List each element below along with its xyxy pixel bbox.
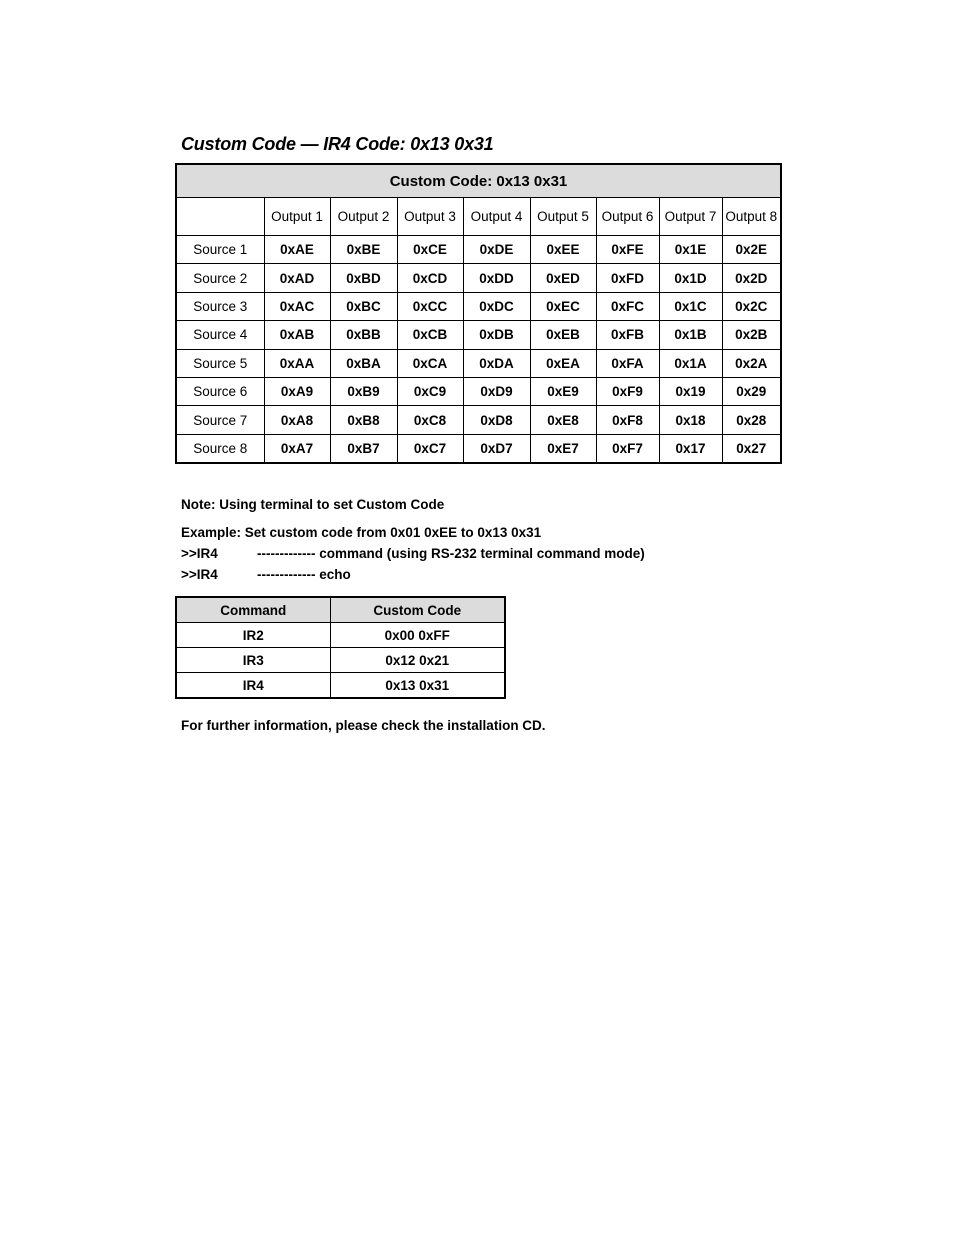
code-cell: 0xDE [463, 236, 530, 264]
code-cell: 0xFE [596, 236, 659, 264]
code-cell: 0xDA [463, 349, 530, 377]
code-cell: 0xC7 [397, 434, 463, 463]
corner-cell [176, 198, 264, 236]
code-cell: 0xD8 [463, 406, 530, 434]
code-cell: 0xA8 [264, 406, 330, 434]
code-cell: 0xEE [530, 236, 596, 264]
source-label: Source 6 [176, 377, 264, 405]
code-cell: 0xBE [330, 236, 397, 264]
code-cell: 0xEA [530, 349, 596, 377]
code-cell: 0xDB [463, 321, 530, 349]
table-row [176, 673, 505, 699]
code-cell: 0xE8 [530, 406, 596, 434]
code-cell: 0xAE [264, 236, 330, 264]
table-row [176, 648, 505, 673]
code-cell: 0x2D [722, 264, 781, 292]
code-cell: 0xB9 [330, 377, 397, 405]
code-cell: 0xBA [330, 349, 397, 377]
code-cell: 0x2C [722, 292, 781, 320]
code-cell: 0x29 [722, 377, 781, 405]
column-header-output-4: Output 4 [463, 198, 530, 236]
command-prompt: >>IR4 [181, 567, 218, 582]
code-cell: 0xBD [330, 264, 397, 292]
code-cell: 0xEB [530, 321, 596, 349]
code-cell: 0xF8 [596, 406, 659, 434]
column-header-output-7: Output 7 [659, 198, 722, 236]
custom-code-cell: 0x00 0xFF [330, 623, 505, 648]
command-prompt: >>IR4 [181, 546, 218, 561]
code-cell: 0xFB [596, 321, 659, 349]
code-cell: 0xEC [530, 292, 596, 320]
column-header-output-8: Output 8 [722, 198, 781, 236]
code-cell: 0x1D [659, 264, 722, 292]
code-cell: 0xCB [397, 321, 463, 349]
code-cell: 0xC8 [397, 406, 463, 434]
example-text: Example: Set custom code from 0x01 0xEE to 0x13 0x31 [181, 525, 542, 540]
code-cell: 0x2A [722, 349, 781, 377]
table-row [176, 321, 781, 349]
code-cell: 0xBC [330, 292, 397, 320]
code-cell: 0xDC [463, 292, 530, 320]
code-cell: 0xE7 [530, 434, 596, 463]
code-cell: 0x1C [659, 292, 722, 320]
code-cell: 0x19 [659, 377, 722, 405]
code-cell: 0xA9 [264, 377, 330, 405]
code-cell: 0xAB [264, 321, 330, 349]
code-cell: 0x1B [659, 321, 722, 349]
table-row [176, 264, 781, 292]
command-description: ------------- echo [257, 567, 351, 582]
code-cell: 0xAA [264, 349, 330, 377]
code-cell: 0xB8 [330, 406, 397, 434]
code-cell: 0xCD [397, 264, 463, 292]
code-cell: 0xE9 [530, 377, 596, 405]
code-cell: 0x1E [659, 236, 722, 264]
source-label: Source 3 [176, 292, 264, 320]
source-label: Source 7 [176, 406, 264, 434]
command-cell: IR2 [176, 623, 330, 648]
code-cell: 0xD7 [463, 434, 530, 463]
column-header-custom-code: Custom Code [330, 597, 505, 623]
column-header-command: Command [176, 597, 330, 623]
code-cell: 0x17 [659, 434, 722, 463]
echo-line [181, 567, 351, 582]
code-cell: 0xDD [463, 264, 530, 292]
command-line [181, 546, 645, 561]
column-header-output-6: Output 6 [596, 198, 659, 236]
code-cell: 0xF9 [596, 377, 659, 405]
footer-text: For further information, please check the installation CD. [181, 718, 546, 733]
table-row [176, 236, 781, 264]
custom-code-cell: 0x13 0x31 [330, 673, 505, 699]
code-cell: 0x27 [722, 434, 781, 463]
table-caption: Custom Code: 0x13 0x31 [176, 164, 781, 198]
code-cell: 0x2E [722, 236, 781, 264]
code-cell: 0xC9 [397, 377, 463, 405]
section-title: Custom Code — IR4 Code: 0x13 0x31 [181, 134, 494, 154]
custom-code-cell: 0x12 0x21 [330, 648, 505, 673]
command-cell: IR4 [176, 673, 330, 699]
code-cell: 0xAD [264, 264, 330, 292]
command-cell: IR3 [176, 648, 330, 673]
command-table [175, 596, 506, 699]
source-label: Source 4 [176, 321, 264, 349]
source-label: Source 5 [176, 349, 264, 377]
code-cell: 0x2B [722, 321, 781, 349]
column-header-output-1: Output 1 [264, 198, 330, 236]
code-cell: 0xA7 [264, 434, 330, 463]
table-row [176, 292, 781, 320]
table-row [176, 434, 781, 463]
column-header-output-3: Output 3 [397, 198, 463, 236]
source-label: Source 2 [176, 264, 264, 292]
code-cell: 0xCC [397, 292, 463, 320]
code-cell: 0xED [530, 264, 596, 292]
code-cell: 0xFD [596, 264, 659, 292]
column-header-output-5: Output 5 [530, 198, 596, 236]
code-cell: 0xFC [596, 292, 659, 320]
code-cell: 0x18 [659, 406, 722, 434]
code-cell: 0xBB [330, 321, 397, 349]
code-cell: 0xCA [397, 349, 463, 377]
command-description: ------------- command (using RS-232 terminal command mode) [257, 546, 645, 561]
code-cell: 0xD9 [463, 377, 530, 405]
code-cell: 0xAC [264, 292, 330, 320]
table-row [176, 349, 781, 377]
source-label: Source 8 [176, 434, 264, 463]
code-cell: 0xB7 [330, 434, 397, 463]
code-cell: 0x1A [659, 349, 722, 377]
source-label: Source 1 [176, 236, 264, 264]
note-text: Note: Using terminal to set Custom Code [181, 497, 445, 512]
column-header-output-2: Output 2 [330, 198, 397, 236]
table-row [176, 623, 505, 648]
code-cell: 0xCE [397, 236, 463, 264]
custom-code-table [175, 163, 782, 464]
table-row [176, 377, 781, 405]
table-row [176, 406, 781, 434]
code-cell: 0xFA [596, 349, 659, 377]
code-cell: 0xF7 [596, 434, 659, 463]
code-cell: 0x28 [722, 406, 781, 434]
